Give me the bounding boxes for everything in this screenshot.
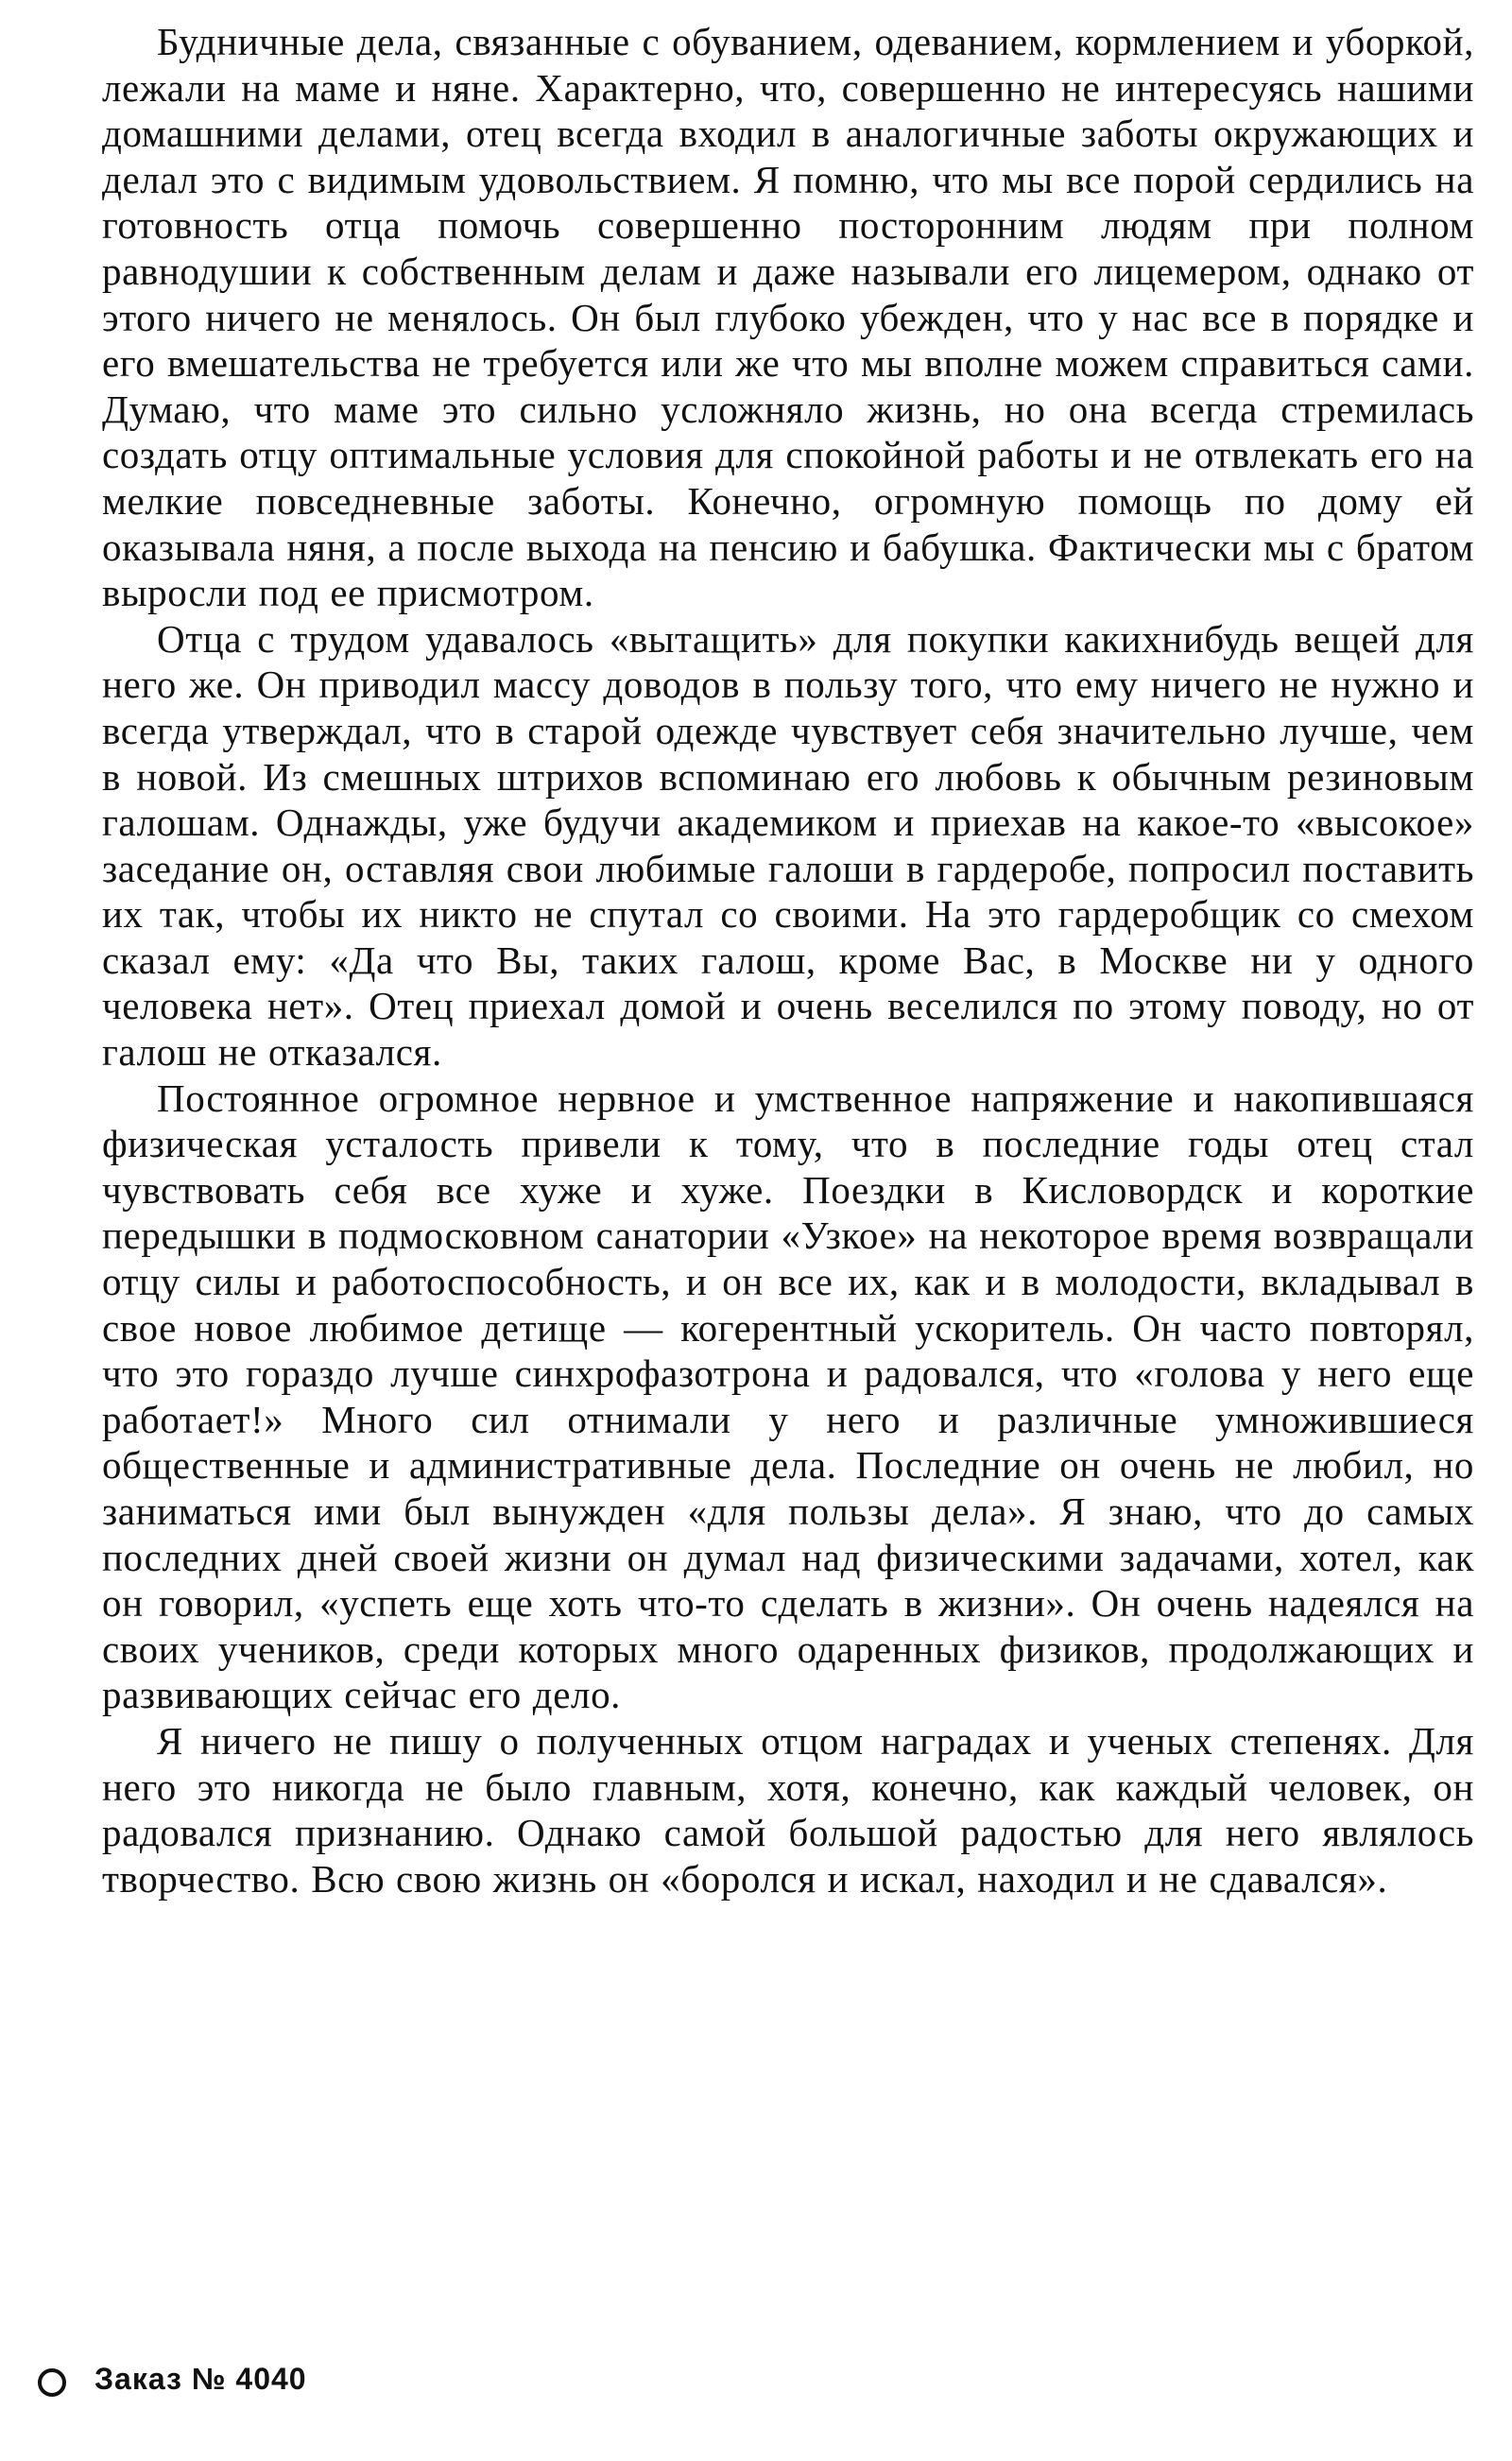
paragraph: Будничные дела, связанные с обуванием, одеванием, кормлением и уборкой, лежали на маме и няне. Характерно, что, совершенно не интересуясь нашими домашними делами, отец всегда входил в аналогичные заботы окружающих и делал это с видимым удовольствием. Я помню, что мы все порой сердились на готовность отца помочь совершенно посторонним людям при полном равнодушии к собственным делам и даже называли его лицемером, однако от этого ничего не менялось. Он был глубоко убежден, что у нас все в порядке и его вмешательства не требуется или же что мы вполне можем справиться сами. Думаю, что маме это сильно усложняло жизнь, но она всегда стремилась создать отцу оптимальные условия для спокойной работы и не отвлекать его на мелкие повседневные заботы. Конечно, огромную помощь по дому ей оказывала няня, а после выхода на пенсию и бабушка. Фактически мы с братом выросли под ее присмотром. [102,20,1474,615]
paragraph: Я ничего не пишу о полученных отцом наградах и ученых степенях. Для него это никогда не было главным, хотя, конечно, как каждый человек, он радовался признанию. Однако самой большой радостью для него являлось творчество. Всю свою жизнь он «боролся и искал, находил и не сдавался». [102,1718,1474,1901]
printer-footer [38,2355,307,2402]
paragraph: Постоянное огромное нервное и умственное напряжение и накопившаяся физическая усталость привели к тому, что в последние годы отец стал чувствовать себя все хуже и хуже. Поездки в Кисловордск и короткие передышки в подмосковном санатории «Узкое» на некоторое время возвращали отцу силы и работоспособность, и он все их, как и в молодости, вкладывал в свое новое любимое детище — когерентный ускоритель. Он часто повторял, что это гораздо лучше синхрофазотрона и радовался, что «голова у него еще работает!» Много сил отнимали у него и различные умножившиеся общественные и административные дела. Последние он очень не любил, но заниматься ими был вынужден «для пользы дела». Я знаю, что до самых последних дней своей жизни он думал над физическими задачами, хотел, как он говорил, «успеть еще хоть что-то сделать в жизни». Он очень надеялся на своих учеников, среди которых много одаренных физиков, продолжающих и развивающих сейчас его дело. [102,1076,1474,1717]
paragraph: Отца с трудом удавалось «вытащить» для покупки какихнибудь вещей для него же. Он приводил массу доводов в пользу того, что ему ничего не нужно и всегда утверждал, что в старой одежде чувствует себя значительно лучше, чем в новой. Из смешных штрихов вспоминаю его любовь к обычным резиновым галошам. Однажды, уже будучи академиком и приехав на какое-то «высокое» заседание он, оставляя свои любимые галоши в гардеробе, попросил поставить их так, чтобы их никто не спутал со своими. На это гардеробщик со смехом сказал ему: «Да что Вы, таких галош, кроме Вас, в Москве ни у одного человека нет». Отец приехал домой и очень веселился по этому поводу, но от галош не отказался. [102,616,1474,1075]
body-text [102,19,1474,1902]
circle-mark-icon [38,2368,66,2397]
order-number: Заказ № 4040 [94,2361,307,2396]
